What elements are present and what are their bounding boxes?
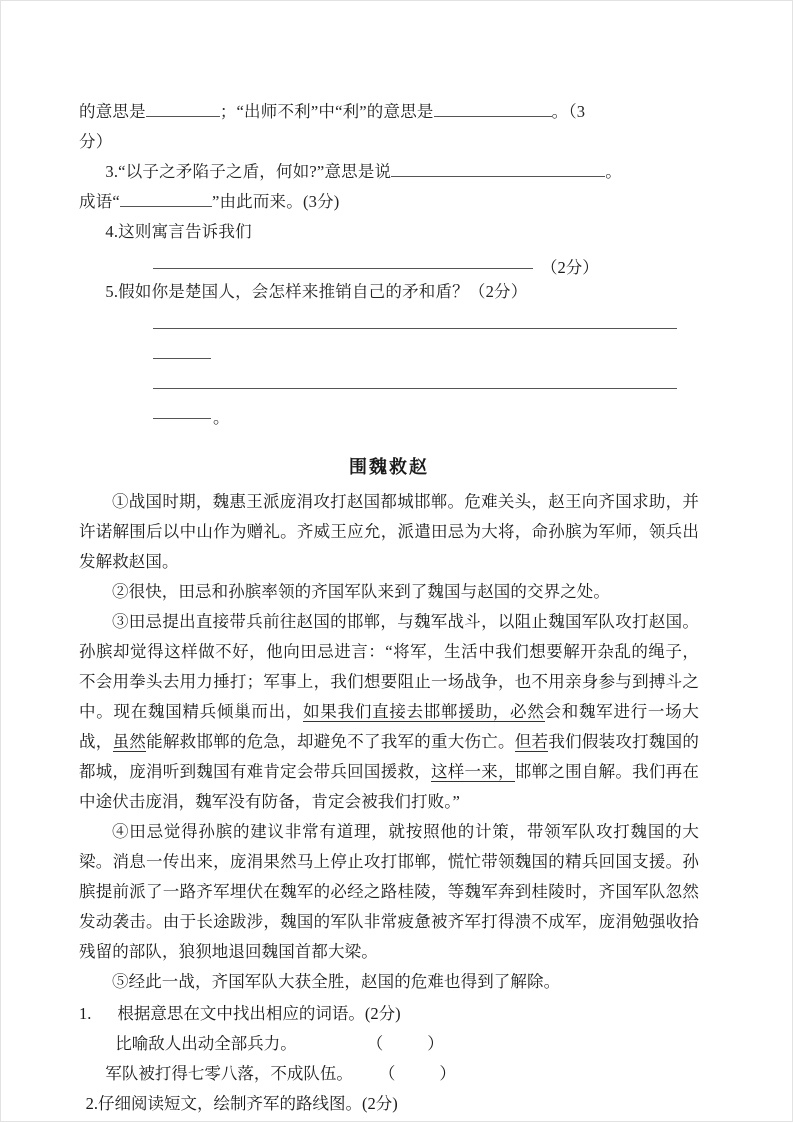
article-p5-run-1: ⑤经此一战，齐国军队大获全胜，赵国的危难也得到了解除。 <box>112 972 561 991</box>
q3-number: 3. <box>105 162 119 181</box>
q3-line2-suffix: ”由此而来。(3分) <box>211 192 340 211</box>
article-p1-run-1: ①战国时期，魏惠王派庞涓攻打赵国都城邯郸。危难关头，赵王向齐国求助，并许诺解围后以中山作为赠礼。齐威王应允，派遣田忌为大将，命孙膑为军师，领兵出发解救赵国。 <box>79 492 699 571</box>
q5-answer-line-2[interactable] <box>153 358 211 359</box>
q5-answer-row-1 <box>79 307 699 337</box>
q3-quote: “以子之矛陷子之盾，何如?” <box>118 162 325 181</box>
q5-answer-line-3[interactable] <box>153 388 677 389</box>
bottom-question-1-item-1 <box>79 1029 699 1059</box>
q2-blank-b[interactable] <box>434 99 552 117</box>
question-2-score-close: 分） <box>79 132 113 151</box>
article-paragraph-1 <box>79 487 699 577</box>
q5-answer-end-punct: 。 <box>213 407 230 427</box>
bottom-questions <box>79 999 699 1119</box>
bq1-item2-paren-close: ） <box>439 1064 456 1083</box>
article-p3-run-4: 必然 <box>510 702 545 721</box>
q2-score-open: （3 <box>568 102 586 121</box>
bq1-item2-text: 军队被打得七零八落，不成队伍。 <box>105 1064 353 1083</box>
article-paragraph-4 <box>79 817 699 967</box>
q5-answer-line-4[interactable] <box>153 418 211 419</box>
article-p4-run-1: ④田忌觉得孙膑的建议非常有道理，就按照他的计策，带领军队攻打魏国的大梁。消息一传出来，庞涓果然马上停止攻打邯郸，慌忙带领魏国的精兵回国支援。孙膑提前派了一路齐军埋伏在魏军的必经之路桂陵，等魏军奔到桂陵时，齐国军队忽然发动袭击。由于长途跋涉，魏国的军队非常疲惫被齐军打得溃不成军，庞涓勉强收拾残留的部队，狼狈地退回魏国首都大梁。 <box>79 822 699 961</box>
question-3-line-2 <box>79 187 699 217</box>
q2-end-punct: 。 <box>551 102 569 121</box>
question-5 <box>79 277 699 307</box>
bq1-item2-paren-open: （ <box>378 1064 396 1083</box>
article-p2-run-1: ②很快，田忌和孙膑率领的齐国军队来到了魏国与赵国的交界之处。 <box>112 582 610 601</box>
q3-idiom-blank[interactable] <box>120 189 212 207</box>
q3-blank[interactable] <box>391 159 605 177</box>
q2-separator: ； <box>219 102 237 121</box>
q3-line2-prefix: 成语“ <box>79 192 120 211</box>
q5-answer-line-1[interactable] <box>153 328 677 329</box>
article-p3-run-5: 会和魏军进行一场大战， <box>79 702 700 751</box>
q4-score: （2分） <box>541 257 599 277</box>
bq1-item1-text: 比喻敌人出动全部兵力。 <box>115 1034 297 1053</box>
q2-part-a-prefix: 的意思是 <box>79 102 146 121</box>
question-2-continuation <box>79 97 699 127</box>
article-paragraph-5 <box>79 967 699 997</box>
article-p3-run-1: ③田忌提出直接带兵前往赵国的邯郸，与魏军战斗，以阻止魏国军队攻打赵国。孙膑却觉得这样做不好，他向田忌进言：“将军，生活中我们想要解开杂乱的绳子，不会用拳头去用力捶打；军事上，我们想要阻止一场战争，也不用亲身参与到搏斗之中。现在魏国精兵倾巢而出， <box>79 612 699 721</box>
bottom-question-1 <box>79 999 699 1029</box>
article-p3-run-6: 虽然 <box>112 732 147 751</box>
article-p3-run-10: 这样一来， <box>430 762 515 781</box>
q5-answer-row-4 <box>79 397 699 427</box>
bottom-question-1-item-2 <box>79 1059 699 1089</box>
article-paragraph-3 <box>79 607 699 817</box>
bq1-stem: 根据意思在文中找出相应的词语。(2分) <box>117 1004 401 1023</box>
q5-text: 假如你是楚国人，会怎样来推销自己的矛和盾？（2分） <box>118 282 528 301</box>
article-p3-run-9: 我们假装攻打魏国的都城，庞涓听到魏国有难肯定会带兵回国援救， <box>79 732 700 781</box>
page-content <box>79 97 699 1119</box>
bottom-question-2 <box>79 1089 699 1119</box>
q5-number: 5. <box>105 282 119 301</box>
bq1-number: 1. <box>79 1004 92 1023</box>
bq1-item1-paren-close: ） <box>427 1034 444 1053</box>
article-p3-run-11: 邯郸之围自解。我们再在中途伏击庞涓，魏军没有防备，肯定会被我们打败。” <box>79 762 700 811</box>
article-paragraph-2 <box>79 577 699 607</box>
bq2-text: 仔细阅读短文，绘制齐军的路线图。(2分) <box>97 1094 398 1113</box>
question-4 <box>79 217 699 247</box>
q2-part-b-text: “出师不利”中“利”的意思是 <box>236 102 434 121</box>
article-p3-run-3: 我们直接去邯郸援助， <box>337 702 511 721</box>
q4-text: 这则寓言告诉我们 <box>118 222 252 241</box>
q2-blank-a[interactable] <box>146 99 220 117</box>
q3-stem: 意思是说 <box>324 162 392 181</box>
q4-number: 4. <box>105 222 119 241</box>
question-4-answer-row <box>79 247 699 277</box>
bq2-number: 2. <box>85 1094 98 1113</box>
q3-end-punct: 。 <box>605 162 622 181</box>
article-title: 围魏救赵 <box>349 457 429 477</box>
article-p3-run-2: 如果 <box>303 702 338 721</box>
article-p3-run-7: 能解救邯郸的危急，却避免不了我军的重大伤亡。 <box>146 732 515 751</box>
article-p3-run-8: 但若 <box>514 732 549 751</box>
q5-answer-row-3 <box>79 367 699 397</box>
q5-answer-row-2 <box>79 337 699 367</box>
bq1-item1-paren-open: （ <box>366 1034 384 1053</box>
question-4-answer-line[interactable] <box>153 268 533 269</box>
question-3-line-1 <box>79 157 699 187</box>
article-body <box>79 487 699 997</box>
